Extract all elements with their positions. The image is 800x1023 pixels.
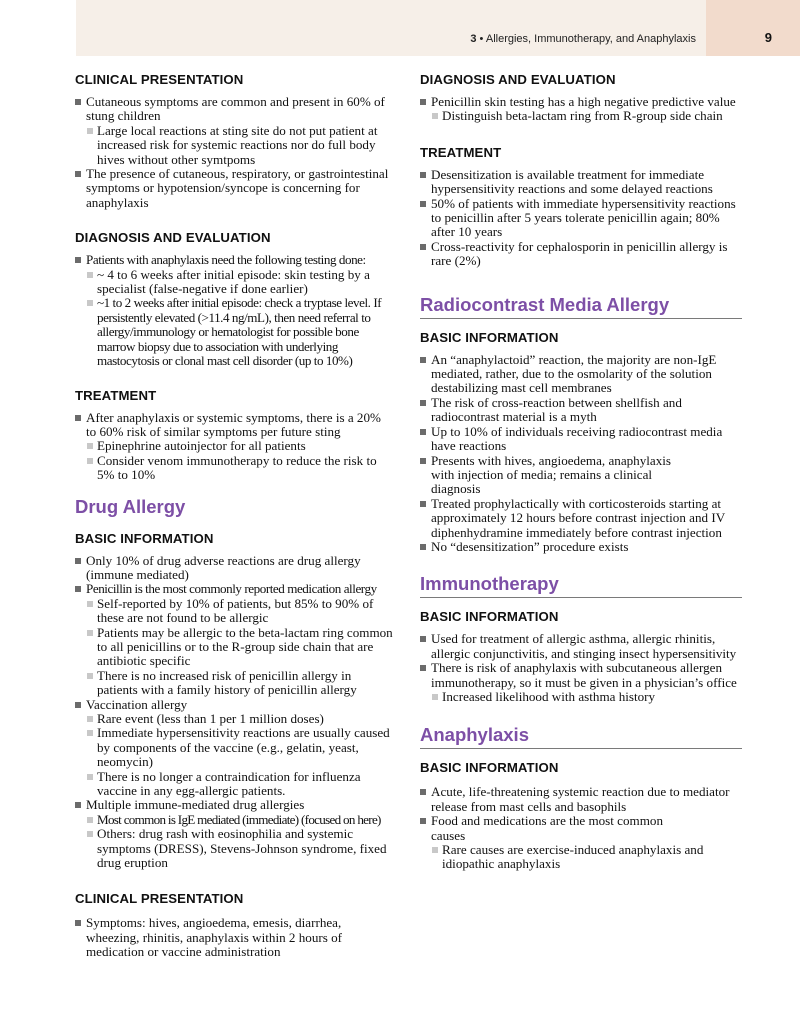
bullet-list (420, 785, 742, 871)
bullet-list (75, 916, 393, 959)
bullet-list (420, 168, 742, 269)
list-item: Distinguish beta-lactam ring from R-group side chain (420, 109, 742, 123)
list-item: Food and medications are the most common causes (420, 814, 742, 843)
list-item: Multiple immune-mediated drug allergies (75, 798, 393, 812)
list-item: Patients may be allergic to the beta-lactam ring common to all penicillins or to the R-group side chain that are antibiotic specific (75, 626, 393, 669)
list-item: Most common is IgE mediated (immediate) (focused on here) (75, 813, 393, 827)
list-item: 50% of patients with immediate hypersensitivity reactions to penicillin after 5 years tolerate penicillin again; 80% after 10 years (420, 197, 742, 240)
list-item: Symptoms: hives, angioedema, emesis, diarrhea, wheezing, rhinitis, anaphylaxis within 2 hours of medication or vaccine administration (75, 916, 393, 959)
list-item: Self-reported by 10% of patients, but 85% to 90% of these are not found to be allergic (75, 597, 393, 626)
chapter-number: 3 (470, 33, 477, 45)
list-item: Consider venom immunotherapy to reduce the risk to 5% to 10% (75, 454, 393, 483)
list-item: Increased likelihood with asthma history (420, 690, 742, 704)
header-band (76, 0, 706, 56)
section-title: Radiocontrast Media Allergy (420, 294, 742, 319)
left-column (75, 58, 393, 960)
list-item: Rare causes are exercise-induced anaphylaxis and idiopathic anaphylaxis (420, 843, 742, 872)
bullet-list (75, 554, 393, 871)
section-heading: TREATMENT (420, 144, 502, 160)
list-item: Desensitization is available treatment for immediate hypersensitivity reactions and some delayed reactions (420, 168, 742, 197)
list-item: The presence of cutaneous, respiratory, or gastrointestinal symptoms or hypotension/syncope is concerning for anaphylaxis (75, 167, 393, 210)
section-heading: BASIC INFORMATION (75, 530, 214, 546)
bullet-list (75, 411, 393, 483)
list-item: There is risk of anaphylaxis with subcutaneous allergen immunotherapy, so it must be given in a physician’s office (420, 661, 742, 690)
bullet-list (75, 253, 393, 368)
bullet-list (75, 95, 393, 210)
list-item: Up to 10% of individuals receiving radiocontrast media have reactions (420, 425, 742, 454)
section-heading: BASIC INFORMATION (420, 760, 559, 776)
list-item: Epinephrine autoinjector for all patients (75, 439, 393, 453)
list-item: Immediate hypersensitivity reactions are usually caused by components of the vaccine (e.g., gelatin, yeast, neomycin) (75, 726, 393, 769)
list-item: Treated prophylactically with corticosteroids starting at approximately 12 hours before contrast injection and IV diphenhydramine immediately before contrast injection (420, 497, 742, 540)
list-item: Penicillin skin testing has a high negative predictive value (420, 95, 742, 109)
list-item: Large local reactions at sting site do not put patient at increased risk for systemic reactions nor do full body hives without other symtpoms (75, 124, 393, 167)
section-heading: DIAGNOSIS AND EVALUATION (75, 230, 271, 246)
section-heading: CLINICAL PRESENTATION (75, 891, 244, 907)
list-item: Acute, life-threatening systemic reaction due to mediator release from mast cells and basophils (420, 785, 742, 814)
list-item: After anaphylaxis or systemic symptoms, there is a 20% to 60% risk of similar symptoms per future sting (75, 411, 393, 440)
bullet-list (420, 353, 742, 555)
page-number: 9 (764, 30, 772, 45)
list-item: Only 10% of drug adverse reactions are drug allergy (immune mediated) (75, 554, 393, 583)
list-item: Penicillin is the most commonly reported medication allergy (75, 582, 393, 596)
section-heading: CLINICAL PRESENTATION (75, 72, 244, 87)
list-item: No “desensitization” procedure exists (420, 540, 742, 554)
section-heading: BASIC INFORMATION (420, 609, 559, 625)
bullet-list (420, 632, 742, 704)
list-item: There is no increased risk of penicillin allergy in patients with a family history of penicillin allergy (75, 669, 393, 698)
header-page-box (706, 0, 800, 56)
section-heading: BASIC INFORMATION (420, 329, 559, 345)
section-heading: TREATMENT (75, 387, 157, 403)
section-heading: DIAGNOSIS AND EVALUATION (420, 72, 616, 87)
running-header (0, 0, 800, 56)
list-item: Presents with hives, angioedema, anaphylaxis with injection of media; remains a clinical diagnosis (420, 454, 742, 497)
chapter-title-text: Allergies, Immunotherapy, and Anaphylaxis (485, 33, 696, 45)
list-item: An “anaphylactoid” reaction, the majority are non-IgE mediated, rather, due to the osmolarity of the solution destabilizing mast cell membranes (420, 353, 742, 396)
section-title: Drug Allergy (75, 495, 186, 517)
list-item: Used for treatment of allergic asthma, allergic rhinitis, allergic conjunctivitis, and stinging insect hypersensitivity (420, 632, 742, 661)
right-column (420, 58, 742, 872)
section-title: Immunotherapy (420, 573, 742, 598)
section-title: Anaphylaxis (420, 724, 742, 749)
header-separator: • (479, 33, 484, 45)
bullet-list (420, 95, 742, 124)
list-item: ~1 to 2 weeks after initial episode: check a tryptase level. If persistently elevated (>11.4 ng/mL), then need referral to allergy/immunology or hematologist for possible bone marrow biopsy due to association with underlying mastocytosis or clonal mast cell disorder (up to 10%) (75, 296, 393, 368)
list-item: There is no longer a contraindication for influenza vaccine in any egg-allergic patients. (75, 770, 393, 799)
chapter-title (470, 33, 696, 45)
list-item: Rare event (less than 1 per 1 million doses) (75, 712, 393, 726)
list-item: ~ 4 to 6 weeks after initial episode: skin testing by a specialist (false-negative if done earlier) (75, 268, 393, 297)
list-item: Patients with anaphylaxis need the following testing done: (75, 253, 393, 267)
list-item: Others: drug rash with eosinophilia and systemic symptoms (DRESS), Stevens-Johnson syndrome, fixed drug eruption (75, 827, 393, 870)
list-item: The risk of cross-reaction between shellfish and radiocontrast material is a myth (420, 396, 742, 425)
list-item: Vaccination allergy (75, 698, 393, 712)
list-item: Cutaneous symptoms are common and present in 60% of stung children (75, 95, 393, 124)
list-item: Cross-reactivity for cephalosporin in penicillin allergy is rare (2%) (420, 240, 742, 269)
